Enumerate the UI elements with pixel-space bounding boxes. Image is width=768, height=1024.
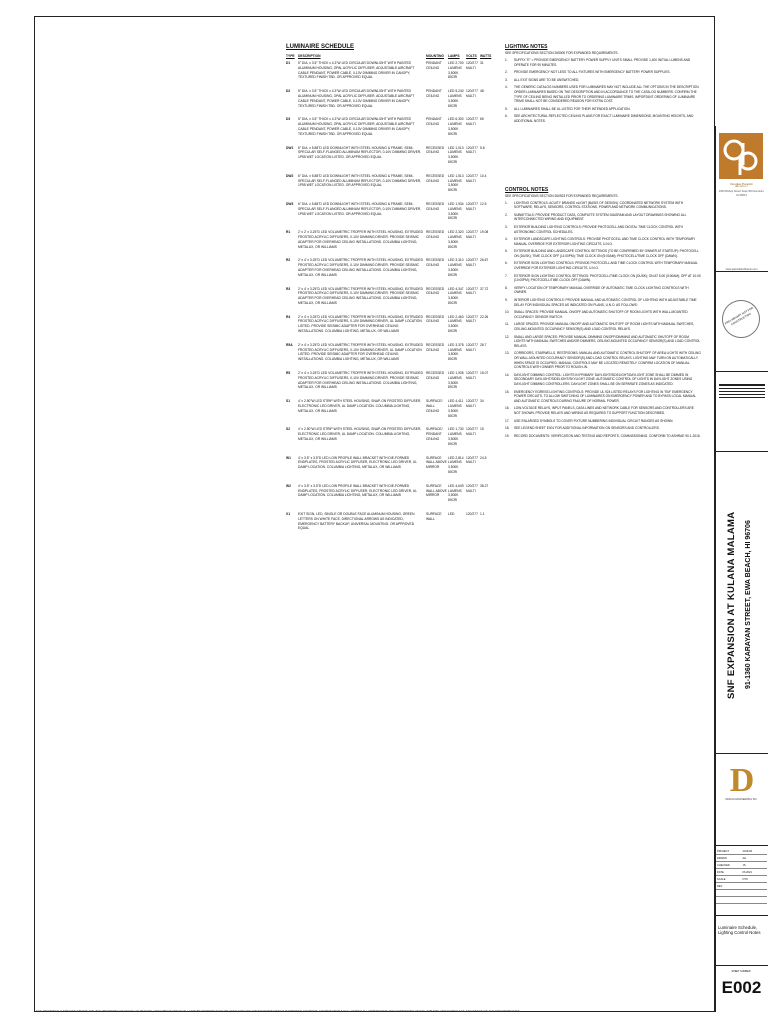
- control-notes-list: [505, 201, 701, 439]
- schedule-cell-desc: 5" DIA. x 3.5" THICK x 4.3"W LED CIRCULAR DOWNLIGHT WITH PAINTED ALUMINUM HOUSING, OPAL ACRYLIC DIFFUSER, ADJUSTABLE AIRCRAFT CABLE PENDANT, POWER CABLE, 0-10V DIMMING DRIVER IN CANOPY, TEXTURED FINISH TBD. OR APPROVED EQUAL: [298, 117, 415, 136]
- schedule-cell-lamps: LED 3,378 LUMENS 3,500K 80CRI: [448, 342, 464, 362]
- firm-address: 1050 Bishop Street Suite 500 Honolulu, HI 96813: [718, 190, 765, 197]
- schedule-row: [286, 371, 496, 390]
- schedule-cell-volts: 120/277 MULTI: [466, 61, 478, 70]
- schedule-cell-watts: 26.67: [480, 258, 489, 263]
- schedule-cell-watts: 15.07: [480, 371, 489, 376]
- schedule-row: [286, 202, 496, 221]
- note-item: [505, 351, 701, 369]
- note-text: ALL EXIT SIGNS ARE TO BE UNSWITCHED.: [514, 77, 580, 82]
- schedule-cell-watts: 19.08: [480, 230, 489, 235]
- schedule-cell-volts: 120/277 MULTI: [466, 145, 478, 155]
- note-number: 11.: [505, 322, 510, 327]
- note-text: SEE LEGEND SHEET E001 FOR ADDITIONAL INFORMATION ON SENSORS AND CONTROLLERS.: [514, 426, 660, 431]
- sheet-title: Luminaire Schedule, Lighting Control Notes: [718, 925, 761, 935]
- info-cell: 2019-06: [742, 849, 753, 853]
- schedule-cell-type: DW2: [286, 173, 294, 178]
- note-number: 12.: [505, 334, 510, 339]
- schedule-cell-watts: 28.7: [480, 342, 487, 347]
- schedule-cell-mount: RECESSED CEILING: [426, 258, 445, 268]
- schedule-cell-volts: 120/277 MULTI: [466, 399, 478, 409]
- schedule-cell-lamps: LED 6,300 LUMENS 3,500K 80CRI: [448, 117, 464, 136]
- info-row: [716, 897, 767, 904]
- note-number: 17.: [505, 418, 510, 423]
- note-item: [505, 298, 701, 307]
- schedule-title: LUMINAIRE SCHEDULE: [286, 44, 355, 50]
- schedule-cell-volts: 120/277 MULTI: [466, 371, 478, 380]
- engineer-name: DESIGN ENGINEERING INC.: [725, 798, 758, 801]
- note-number: 14.: [505, 372, 510, 377]
- note-number: 1.: [505, 200, 508, 205]
- note-item: [505, 85, 701, 103]
- note-number: 15.: [505, 389, 510, 394]
- lighting-notes-subtitle: SEE SPECIFICATIONS SECTION 265000 FOR EXPANDED REQUIREMENTS.: [505, 51, 619, 55]
- schedule-cell-mount: PENDANT CEILING: [426, 117, 442, 127]
- schedule-cell-lamps: LED 4,411 LUMENS 3,500K 80CRI: [448, 399, 464, 418]
- schedule-row: [286, 174, 496, 193]
- schedule-cell-type: D1: [286, 61, 291, 65]
- schedule-cell-volts: 120/277 MULTI: [466, 455, 478, 465]
- note-number: 18.: [505, 426, 510, 431]
- note-text: ALL LUMINAIRES SHALL BE UL LISTED FOR THEIR INTENDED APPLICATION.: [514, 106, 631, 111]
- lighting-notes-title: LIGHTING NOTES: [505, 44, 548, 50]
- footer-disclaimer: THE DRAWINGS & SPECIFICATIONS ARE THE PROPERTY OF DOUGLAS PANCIOLI ARCHITECT AND SHALL NOT BE REPRODUCED OR USED FOR ANY OTHER WORK WITHOUT WRITTEN CONSENT. CONTRACTOR SHALL VERIFY ALL DIMENSIONS AND CONDITIONS AT THE JOB SITE AND NOTIFY THE ARCHITECT OF ANY DISCREPANCIES.: [36, 1009, 521, 1013]
- info-row: [716, 890, 767, 897]
- note-text: VERIFY LOCATION OF TEMPORARY MANUAL OVERRIDE OF AUTOMATIC TIME CLOCK LIGHTING CONTROLS WITH OWNER.: [514, 285, 689, 295]
- schedule-cell-lamps: LED 1,513 LUMENS 3,500K 80CRI: [448, 173, 464, 193]
- tb-sheet-title-cell: [716, 916, 768, 966]
- firm-logo: [719, 133, 763, 179]
- schedule-cell-type: R4: [286, 314, 291, 319]
- note-item: [505, 107, 701, 112]
- schedule-cell-type: DW1: [286, 145, 294, 150]
- schedule-cell-mount: RECESSED CEILING: [426, 286, 445, 296]
- firm-logo-mark-icon: [719, 133, 763, 179]
- schedule-cell-watts: 24.5: [480, 455, 487, 460]
- info-row: [716, 848, 767, 855]
- mini-legend: [719, 384, 765, 400]
- info-row: [716, 876, 767, 883]
- lighting-notes-list: [505, 58, 701, 124]
- note-text: EXTERIOR LANDSCAPE LIGHTING CONTROLS: PROVIDE PHOTOCELL AND TIME CLOCK CONTROL WITH TEMPORARY MANUAL OVERRIDE FOR EXTERIOR LIGHTING CIRCUITS, U.N.O.: [514, 237, 696, 246]
- firm-name-text: Douglas Pancioli: [730, 182, 753, 186]
- note-item: [505, 261, 701, 270]
- firm-name: [718, 182, 765, 188]
- schedule-cell-watts: 10.4: [480, 173, 487, 178]
- schedule-cell-mount: RECESSED CEILING: [426, 342, 445, 352]
- note-item: [505, 335, 701, 349]
- header-type: TYPE: [286, 54, 295, 58]
- notes-column: [505, 44, 701, 441]
- schedule-cell-mount: RECESSED CEILING: [426, 230, 445, 239]
- engineer-logo-d-icon: [720, 760, 764, 796]
- schedule-cell-volts: 120/277 MULTI: [466, 286, 478, 296]
- schedule-cell-volts: 120/277: [466, 512, 478, 516]
- note-number: 6.: [505, 114, 508, 119]
- project-info-table: [716, 848, 767, 904]
- info-cell: SCALE: [717, 877, 726, 881]
- note-number: 19.: [505, 433, 510, 438]
- schedule-cell-type: S1: [286, 399, 291, 404]
- note-text: SMALL AND LARGE SPACES: PROVIDE MANUAL DIMMING ON/OFF/DIMMING AND AUTOMATIC SHUTOFF OF ROOM LIGHTS WITH MANUAL SWITCHES AND/OR DIMMERS, CEILING-MOUNTED OCCUPANCY SENSOR(S) AND LOAD CONTROL RELAYS.: [514, 334, 700, 348]
- schedule-cell-desc: 6" DIA. x 5.88"D LED DOWNLIGHT WITH STEEL HOUSING & FRAME, SEMI-SPECULAR SELF-FLANGED ALUMINUM REFLECTOR, 0-10V DIMMING DRIVER, 1P55 WET LOCATION LISTED. OR APPROVED EQUAL: [298, 201, 422, 216]
- schedule-row: [286, 427, 496, 446]
- note-item: [505, 434, 701, 439]
- info-cell: DRAWN: [717, 856, 727, 860]
- schedule-cell-type: R2: [286, 258, 291, 263]
- schedule-row: [286, 146, 496, 165]
- schedule-cell-mount: SURFACE/ WALL CEILING: [426, 399, 443, 413]
- schedule-cell-type: DW3: [286, 201, 294, 206]
- schedule-cell-desc: 2' x 4' x 3.25"D LED VOLUMETRIC TROFFER WITH STEEL HOUSING, EXTRUDED FROSTED ACRYLIC DIFFUSERS, 0-10V DIMMING DRIVER. PROVIDE SEISMIC ADAPTER FOR OVERHEAD CEILING INSTALLATIONS. COLUMBIA LIGHTING, METALUX, OR WILLIAMS: [298, 286, 423, 305]
- schedule-row: [286, 230, 496, 249]
- engineer-logo-letter: D: [729, 762, 755, 796]
- schedule-cell-lamps: LED: [448, 512, 455, 516]
- schedule-cell-type: D3: [286, 117, 291, 122]
- info-cell: AH: [742, 856, 747, 860]
- note-item: [505, 310, 701, 319]
- schedule-cell-lamps: LED 4,649 LUMENS 3,500K 80CRI: [448, 483, 464, 503]
- luminaire-schedule: [286, 44, 496, 540]
- info-cell: CHECKED: [717, 863, 730, 867]
- note-number: 3.: [505, 77, 508, 82]
- schedule-cell-watts: 38.27: [480, 483, 489, 488]
- note-item: [505, 274, 701, 283]
- schedule-cell-mount: RECESSED CEILING: [426, 145, 445, 155]
- schedule-cell-volts: 120/277 MULTI: [466, 258, 478, 268]
- schedule-cell-mount: SURFACE WALL ABOVE MIRROR: [426, 483, 447, 498]
- note-text: EXTERIOR BUILDING AND LANDSCAPE CONTROL SETTINGS (TO BE CONFIRMED BY OWNER AT STARTUP): PHOTOCELL ON (DUSK); TIME CLOCK OFF (11:00PM); TIME CLOCK ON (5:00AM); PHOTOCELL/TIME CLOCK OFF (DAWN).: [514, 249, 699, 258]
- note-text: EXTERIOR SIGN LIGHTING CONTROL SETTINGS: PHOTOCELL/TIME CLOCK ON (DUSK); ON AT 5:00 (5:00AM); OFF AT 10:00 (10:00PM); PHOTOCELL/TIME CLOCK OFF (DAWN).: [514, 273, 701, 283]
- note-item: [505, 322, 701, 331]
- schedule-row: [286, 117, 496, 136]
- schedule-cell-lamps: LED 3,310 LUMENS 3,500K 80CRI: [448, 258, 464, 277]
- note-number: 16.: [505, 406, 510, 411]
- note-text: SEE ARCHITECTURAL REFLECTED CEILING PLANS FOR EXACT LUMINAIRE DIMENSIONS, MOUNTING HEIGHTS, AND ADDITIONAL NOTES.: [514, 114, 694, 123]
- schedule-cell-lamps: LED 2,463 LUMENS 3,500K 80CRI: [448, 314, 464, 334]
- schedule-cell-lamps: LED 1,013 LUMENS 3,500K 80CRI: [448, 145, 464, 164]
- schedule-cell-desc: 5" DIA. x 3.5" THICK x 4.3"W LED CIRCULAR DOWNLIGHT WITH PAINTED ALUMINUM HOUSING, OPAL ACRYLIC DIFFUSER, ADJUSTABLE AIRCRAFT CABLE PENDANT, POWER CABLE, 0-10V DIMMING DRIVER IN CANOPY, TEXTURED FINISH TBD. OR APPROVED EQUAL: [298, 61, 415, 80]
- note-text: EXTERIOR SIGN LIGHTING CONTROLS: PROVIDE PHOTOCELL AND TIME CLOCK CONTROL WITH TEMPORARY MANUAL OVERRIDE FOR EXTERIOR LIGHTING CIRCUITS, U.N.O.: [514, 261, 698, 271]
- schedule-row: [286, 258, 496, 277]
- schedule-cell-type: R3: [286, 286, 291, 291]
- project-title: SNF EXPANSION AT KULANA MALAMA: [726, 511, 737, 699]
- project-address: 91-1360 KARAYAN STREET, EWA BEACH, HI 96706: [745, 520, 752, 690]
- schedule-cell-lamps: LED 1,935 LUMENS 3,500K 80CRI: [448, 371, 464, 390]
- note-number: 5.: [505, 249, 508, 254]
- note-number: 4.: [505, 85, 508, 90]
- schedule-body: [286, 61, 496, 531]
- note-number: 10.: [505, 310, 510, 315]
- note-text: EMERGENCY EGRESS LIGHTING CONTROLS: PROVIDE UL 924 LISTED RELAYS FOR LIGHTING IN "EM" EMERGENCY POWER CIRCUITS, TO ALLOW SWITCHING OF LUMINAIRES ON EMERGENCY POWER AND TO BYPASS LOCAL MANUAL AND AUTOMATIC CONTROLS DURING FAILURE OF NORMAL POWER.: [514, 389, 697, 403]
- note-number: 2.: [505, 212, 508, 217]
- schedule-cell-mount: SURFACE WALL ABOVE MIRROR: [426, 455, 447, 470]
- schedule-cell-mount: RECESSED CEILING: [426, 173, 445, 183]
- firm-sub-text: ARCHITECT: [735, 186, 748, 188]
- note-text: SUFFIX "E" = PROVIDE EMERGENCY BATTERY POWER SUPPLY UNITS SMALL PROVIDE 1,400 INITIAL LUMENS AND OPERATE FOR 90 MINUTES.: [514, 58, 691, 67]
- schedule-cell-desc: 4' x 3.5" x 3.5"D LED LOW PROFILE WALL BRACKET WITH DIE-FORMED ENDPLATES, FROSTED ACRYLIC DIFFUSER, ELECTRONIC LED DRIVER, UL DAMP LOCATION. COLUMBIA LIGHTING, METALUX, OR WILLIAMS: [298, 483, 418, 498]
- schedule-cell-watts: 48: [480, 89, 484, 94]
- schedule-cell-mount: RECESSED CEILING: [426, 201, 445, 211]
- note-item: [505, 78, 701, 83]
- sheet-number: E002: [721, 978, 762, 997]
- note-item: [505, 213, 701, 222]
- note-text: USE ENLARGED SYMBOLS TO COVER FIXTURE NUMBERING INDIVIDUAL CIRCUIT RANGES AS SHOWN.: [514, 418, 674, 423]
- schedule-cell-volts: 120/277 MULTI: [466, 117, 478, 127]
- note-number: 13.: [505, 351, 510, 356]
- schedule-cell-desc: 2' x 2' x 3.25"D LED VOLUMETRIC TROFFER WITH STEEL HOUSING, EXTRUDED FROSTED ACRYLIC DIFFUSERS, 0-10V DIMMING DRIVER. PROVIDE SEISMIC ADAPTER FOR OVERHEAD CEILING INSTALLATIONS. COLUMBIA LIGHTING, METALUX, OR WILLIAMS: [298, 230, 423, 249]
- schedule-cell-type: X1: [286, 512, 291, 516]
- schedule-cell-type: W2: [286, 483, 291, 488]
- engineer-logo: [720, 760, 764, 796]
- schedule-cell-lamps: LED 5,240 LUMENS 3,500K 80CRI: [448, 89, 464, 108]
- note-number: 7.: [505, 273, 508, 278]
- schedule-cell-desc: 2' x 4' x 3.25"D LED VOLUMETRIC TROFFER WITH STEEL HOUSING, EXTRUDED FROSTED ACRYLIC DIFFUSERS, 0-10V DIMMING DRIVER. PROVIDE SEISMIC ADAPTER FOR OVERHEAD CEILING INSTALLATIONS. COLUMBIA LIGHTING, METALUX, OR WILLIAMS: [298, 371, 423, 390]
- schedule-cell-desc: 2' x 4' x 3.25"D LED VOLUMETRIC TROFFER WITH STEEL HOUSING, EXTRUDED FROSTED ACRYLIC DIFFUSERS, 0-10V DIMMING DRIVER, UL DAMP LOCATION LISTED. PROVIDE SEISMIC ADAPTER FOR OVERHEAD CEILING INSTALLATIONS. COLUMBIA LIGHTING, METALUX, OR WILLIAMS: [298, 342, 423, 362]
- info-cell: JS: [742, 863, 746, 867]
- schedule-cell-desc: 4' x 2.50"W LED STRIP WITH STEEL HOUSING, SNAP-ON FROSTED DIFFUSER, ELECTRONIC LED DRIVER, UL DAMP LOCATION. COLUMBIA LIGHTING, METALUX, OR WILLIAMS: [298, 427, 422, 442]
- note-text: EXTERIOR BUILDING LIGHTING CONTROLS: PROVIDE PHOTOCELL AND DIGITAL TIME CLOCK CONTROL WITH ASTRONOMIC CONTROL SCHEDULES.: [514, 224, 683, 234]
- schedule-cell-volts: 120/277 MULTI: [466, 89, 478, 98]
- schedule-cell-type: W1: [286, 455, 291, 460]
- control-notes-title: CONTROL NOTES: [505, 186, 549, 193]
- firm-website: www.pancioliarchitects.com: [725, 268, 758, 271]
- schedule-cell-desc: 2' x 4' x 3.25"D LED VOLUMETRIC TROFFER WITH STEEL HOUSING, EXTRUDED FROSTED ACRYLIC DIFFUSERS, 0-10V DIMMING DRIVER, UL DAMP LOCATION LISTED. PROVIDE SEISMIC ADAPTER FOR OVERHEAD CEILING INSTALLATIONS. COLUMBIA LIGHTING, METALUX, OR WILLIAMS: [298, 314, 423, 334]
- schedule-cell-lamps: LED 1,730 LUMENS 3,500K 80CRI: [448, 427, 464, 446]
- note-number: 5.: [505, 106, 508, 111]
- schedule-cell-type: S2: [286, 427, 291, 432]
- header-description: DESCRIPTION: [298, 54, 321, 58]
- note-number: 4.: [505, 237, 508, 242]
- schedule-cell-mount: RECESSED CEILING: [426, 371, 445, 380]
- info-cell: DATE: [717, 870, 724, 874]
- schedule-cell-watts: 34: [480, 399, 484, 404]
- schedule-row: [286, 343, 496, 362]
- note-item: [505, 237, 701, 246]
- note-item: [505, 373, 701, 387]
- info-row: [716, 862, 767, 869]
- note-text: PROVIDE EMERGENCY NOT LESS TO ALL FIXTURES WITH EMERGENCY BATTERY POWER SUPPLIES.: [514, 70, 671, 75]
- note-item: [505, 426, 701, 431]
- header-watts: WATTS: [480, 54, 492, 58]
- info-cell: REV: [717, 884, 723, 888]
- note-text: LIGHTING CONTROLS: ACUITY BRANDS nLIGHT (BASIS OF DESIGN). COORDINATED NETWORK SYSTEM WITH SOFTWARE, RELAYS, SENSORS, CONTROL STATIONS, POWER AND NETWORK COMMUNICATIONS.: [514, 200, 684, 210]
- schedule-cell-watts: 15: [480, 427, 484, 432]
- info-cell: 06.2021: [742, 870, 752, 874]
- schedule-cell-type: R5: [286, 371, 291, 376]
- schedule-row: [286, 484, 496, 503]
- schedule-cell-type: R1: [286, 230, 291, 235]
- schedule-cell-lamps: LED 2,700 LUMENS 3,500K 80CRI: [448, 61, 464, 80]
- schedule-cell-lamps: LED 1,934 LUMENS 3,500K 80CRI: [448, 201, 464, 221]
- note-item: [505, 419, 701, 424]
- schedule-row: [286, 399, 496, 418]
- control-notes-subtitle: SEE SPECIFICATIONS SECTION 260923 FOR EXPANDED REQUIREMENTS.: [505, 193, 619, 198]
- schedule-cell-watts: 65: [480, 117, 484, 122]
- info-row: [716, 869, 767, 876]
- schedule-cell-volts: 120/277 MULTI: [466, 314, 478, 324]
- schedule-cell-watts: 1.1: [480, 512, 485, 516]
- info-cell: NTS: [742, 877, 748, 881]
- note-item: [505, 286, 701, 295]
- note-text: RECORD DOCUMENTS: VERIFICATION AND TESTING AND REPORTS. COMMISSIONING. CONFORM TO ASHRAE 90.1-2016.: [514, 433, 701, 438]
- schedule-cell-volts: 120/277 MULTI: [466, 427, 478, 437]
- schedule-cell-desc: 6" DIA. x 5.88"D LED DOWNLIGHT WITH STEEL HOUSING & FRAME, SEMI-SPECULAR SELF-FLANGED ALUMINUM REFLECTOR, 0-10V DIMMING DRIVER, 1P55 WET LOCATION LISTED. OR APPROVED EQUAL: [298, 173, 422, 188]
- note-item: [505, 406, 701, 415]
- schedule-cell-mount: PENDANT CEILING: [426, 89, 442, 98]
- schedule-cell-mount: RECESSED CEILING: [426, 314, 445, 324]
- schedule-cell-volts: 120/277 MULTI: [466, 342, 478, 352]
- schedule-row: [286, 287, 496, 306]
- schedule-cell-watts: 31: [480, 61, 484, 65]
- note-item: [505, 58, 701, 67]
- header-mounting: MOUNTING: [426, 54, 444, 58]
- header-volts: VOLTS: [466, 54, 477, 58]
- note-number: 8.: [505, 285, 508, 290]
- note-item: [505, 249, 701, 258]
- schedule-cell-mount: SURFACE/ PENDANT CEILING: [426, 427, 443, 442]
- schedule-cell-desc: 2' x 4' x 3.25"D LED VOLUMETRIC TROFFER WITH STEEL HOUSING, EXTRUDED FROSTED ACRYLIC DIFFUSERS, 0-10V DIMMING DRIVER. PROVIDE SEISMIC ADAPTER FOR OVERHEAD CEILING INSTALLATIONS. COLUMBIA LIGHTING, METALUX, OR WILLIAMS: [298, 258, 423, 277]
- schedule-row: [286, 315, 496, 334]
- schedule-cell-type: R5A: [286, 342, 293, 347]
- info-row: [716, 883, 767, 890]
- schedule-cell-desc: 5" DIA. x 3.5" THICK x 4.3"W LED CIRCULAR DOWNLIGHT WITH PAINTED ALUMINUM HOUSING, OPAL ACRYLIC DIFFUSER, ADJUSTABLE AIRCRAFT CABLE PENDANT, POWER CABLE, 0-10V DIMMING DRIVER IN CANOPY, TEXTURED FINISH TBD. OR APPROVED EQUAL: [298, 89, 415, 108]
- schedule-cell-volts: 120/277 MULTI: [466, 173, 478, 183]
- note-text: THE GENERIC CATALOG NUMBERS USED FOR LUMINAIRES MAY NOT INCLUDE ALL THE OPTIONS IN THE DESCRIPTION. ORDER LUMINAIRES BASED ON THE DESCRIPTION AND IN ACCORDANCE TO THE CATALOG NUMBERS. CONFIRM THE TYPE OF CEILING BEING INSTALLED PRIOR TO ORDERING LUMINAIRE TRIMS. IMPORTANT ORDERING OF LUMINAIRE TRIMS SHALL NOT BE CONSIDERED REASON FOR EXTRA COST.: [514, 85, 700, 104]
- schedule-cell-watts: 37.72: [480, 286, 489, 291]
- note-number: 3.: [505, 224, 508, 229]
- schedule-cell-mount: PENDANT CEILING: [426, 61, 442, 70]
- note-item: [505, 201, 701, 210]
- schedule-cell-volts: 120/277 MULTI: [466, 201, 478, 211]
- schedule-cell-lamps: LED 4,347 LUMENS 3,500K 80CRI: [448, 286, 464, 305]
- note-text: INTERIOR LIGHTING CONTROLS: PROVIDE MANUAL AND AUTOMATIC CONTROL OF LIGHTING WITH ADJUSTABLE TIME DELAY FOR INDIVIDUAL SPACES AS INDICATED ON PLANS, U.N.O. AS FOLLOWS:: [514, 298, 697, 307]
- schedule-row: [286, 61, 496, 80]
- preliminary-stamp: PRELIMINARY NOT FOR CONSTRUCTION: [715, 293, 767, 345]
- schedule-header: [286, 54, 496, 58]
- note-text: SUBMITTALS: PROVIDE PRODUCT DATA, COMPLETE SYSTEM DIAGRAM AND LAYOUT DRAWINGS SHOWING ALL INTERCONNECTED WIRING AND EQUIPMENT.: [514, 212, 687, 222]
- schedule-cell-desc: 4' x 2.50"W LED STRIP WITH STEEL HOUSING, SNAP-ON FROSTED DIFFUSER, ELECTRONIC LED DRIVER, UL DAMP LOCATION. COLUMBIA LIGHTING, METALUX, OR WILLIAMS: [298, 399, 422, 413]
- schedule-row: [286, 512, 496, 531]
- schedule-cell-watts: 12.5: [480, 201, 487, 206]
- schedule-cell-watts: 22.26: [480, 314, 489, 319]
- note-item: [505, 114, 701, 123]
- schedule-cell-type: D2: [286, 89, 291, 94]
- note-number: 2.: [505, 70, 508, 75]
- schedule-cell-lamps: LED 2,814 LUMENS 3,500K 80CRI: [448, 455, 464, 475]
- note-text: SMALL SPACES: PROVIDE MANUAL ON/OFF AND AUTOMATIC SHUTOFF OF ROOM LIGHTS WITH WALL-MOUNTED OCCUPANCY SENSOR SWITCH.: [514, 310, 688, 319]
- schedule-row: [286, 456, 496, 475]
- schedule-cell-mount: SURFACE WALL: [426, 512, 442, 521]
- sheet-number-label: SHEET NUMBER: [731, 970, 751, 973]
- schedule-cell-lamps: LED 2,320 LUMENS 3,500K 80CRI: [448, 230, 464, 249]
- note-text: DAYLIGHT DIMMING CONTROL: LIGHTS IN PRIMARY DAYLIGHT/SIDELIGHT/DAYLIGHT ZONE SHALL BE DIMMED IN SECONDARY DAYLIGHT/SIDELIGHT/SKYLIGHT ZONE. AUTOMATIC CONTROL OF LIGHTS IN DAYLIGHT ZONES USING DAYLIGHT DIMMING CONTROLLERS. DAYLIGHT ZONES SHALL BE ON SEPARATE ZONES AS INDICATED.: [514, 372, 693, 386]
- header-lamps: LAMPS: [448, 54, 460, 58]
- schedule-cell-volts: 120/277 MULTI: [466, 230, 478, 239]
- schedule-row: [286, 89, 496, 108]
- note-item: [505, 70, 701, 75]
- note-item: [505, 390, 701, 404]
- note-number: 6.: [505, 261, 508, 266]
- schedule-cell-volts: 120/277 MULTI: [466, 483, 478, 493]
- note-text: LARGE SPACES: PROVIDE MANUAL ON/OFF AND AUTOMATIC SHUTOFF OF ROOM LIGHTS WITH MANUAL SWITCHES, CEILING-MOUNTED OCCUPANCY SENSOR(S) AND LOAD CONTROL RELAYS.: [514, 322, 695, 331]
- info-row: [716, 855, 767, 862]
- note-number: 9.: [505, 298, 508, 303]
- schedule-cell-desc: EXIT SIGN, LED, SINGLE OR DOUBLE FACE ALUMINUM HOUSING, GREEN LETTERS ON WHITE FACE, DIRECTIONAL ARROWS AS INDICATED, EMERGENCY BATTERY BACKUP, UNIVERSAL MOUNTING. OR APPROVED EQUAL: [298, 512, 415, 531]
- schedule-cell-desc: 4' x 3.5" x 3.5"D LED LOW PROFILE WALL BRACKET WITH DIE-FORMED ENDPLATES, FROSTED ACRYLIC DIFFUSER, ELECTRONIC LED DRIVER, UL DAMP LOCATION. COLUMBIA LIGHTING, METALUX, OR WILLIAMS: [298, 455, 418, 470]
- note-number: 1.: [505, 58, 508, 62]
- note-text: LOW-VOLTAGE RELAYS, INPUT PANELS, DATA LINES AND NETWORK CABLE FOR SENSORS AND CONTROLLERS ARE NOT SHOWN. PROVIDE RELAYS AND WIRING AS REQUIRED TO SUPPORT FUNCTION DESCRIBED.: [514, 406, 694, 415]
- schedule-cell-watts: 5.8: [480, 145, 485, 150]
- note-text: CORRIDORS, STAIRWELLS, RESTROOMS: MANUAL AND AUTOMATIC CONTROL SHUTOFF OF AREA LIGHTS WITH CEILING OR WALL-MOUNTED OCCUPANCY SENSOR(S) AND LOAD CONTROL RELAYS. LIGHTING MAY TURN ON AUTOMATICALLY WHEN SPACE IS OCCUPIED. MANUAL CONTROLS MAY BE LOCATED REMOTELY. CONFIRM LOCATION OF MANUAL CONTROLS WITH OWNER PRIOR TO ROUGH-IN.: [514, 351, 701, 370]
- schedule-cell-desc: 6" DIA. x 5.88"D LED DOWNLIGHT WITH STEEL HOUSING & FRAME, SEMI-SPECULAR SELF-FLANGED ALUMINUM REFLECTOR, 0-10V DIMMING DRIVER, 1P55 WET LOCATION LISTED. OR APPROVED EQUAL: [298, 145, 422, 160]
- info-cell: PROJECT: [717, 849, 730, 853]
- note-item: [505, 225, 701, 234]
